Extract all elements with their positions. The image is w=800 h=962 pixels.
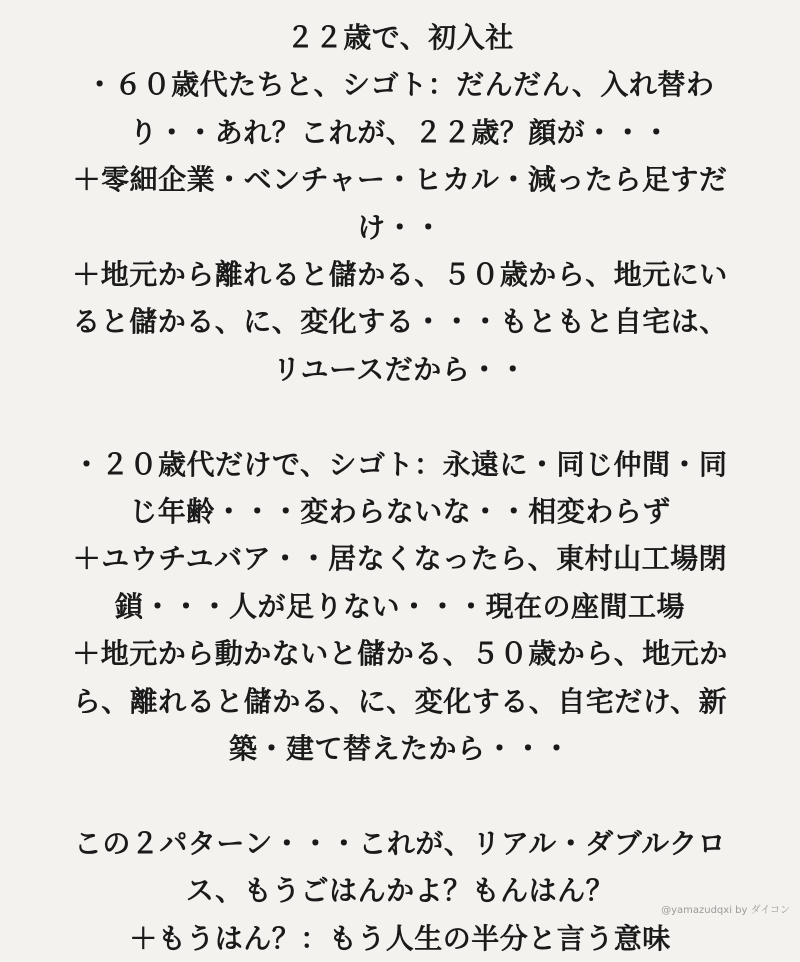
text-line: け・・ bbox=[357, 210, 443, 244]
text-line: ると儲かる、に、変化する・・・もともと自宅は、 bbox=[72, 305, 728, 339]
text-line: ＋もうはん？：もう人生の半分と言う意味 bbox=[129, 921, 671, 955]
text-line: じ年齢・・・変わらないな・・相変わらず bbox=[129, 495, 671, 529]
text-line: ・６０歳代たちと、シゴト：だんだん、入れ替わ bbox=[85, 68, 715, 102]
text-line: ＋零細企業・ベンチャー・ヒカル・減ったら足すだ bbox=[72, 163, 728, 197]
text-line: ら、離れると儲かる、に、変化する、自宅だけ、新 bbox=[72, 684, 728, 718]
author-credit: @yamazudqxi by ダイコン bbox=[661, 905, 790, 916]
text-line: 築・建て替えたから・・・ bbox=[228, 732, 571, 766]
text-line: り・・あれ？これが、２２歳？顔が・・・ bbox=[129, 115, 671, 149]
text-line: ２２歳で、初入社 bbox=[286, 21, 514, 54]
blank-line bbox=[26, 772, 774, 819]
text-line: この２パターン・・・これが、リアル・ダブルクロ bbox=[73, 826, 727, 860]
text-line: ス、もうごはんかよ？もんはん？ bbox=[185, 874, 615, 908]
text-line: ＋ユウチユバア・・居なくなったら、東村山工場閉 bbox=[72, 542, 728, 576]
text-line: リユースだから・・ bbox=[272, 352, 528, 386]
blank-line bbox=[26, 393, 774, 440]
text-line: ＋地元から離れると儲かる、５０歳から、地元にい bbox=[72, 258, 728, 292]
text-line: 鎖・・・人が足りない・・・現在の座間工場 bbox=[114, 589, 685, 623]
text-line: ＋地元から動かないと儲かる、５０歳から、地元か bbox=[72, 637, 728, 671]
text-line: ・２０歳代だけで、シゴト：永遠に・同じ仲間・同 bbox=[72, 447, 728, 481]
